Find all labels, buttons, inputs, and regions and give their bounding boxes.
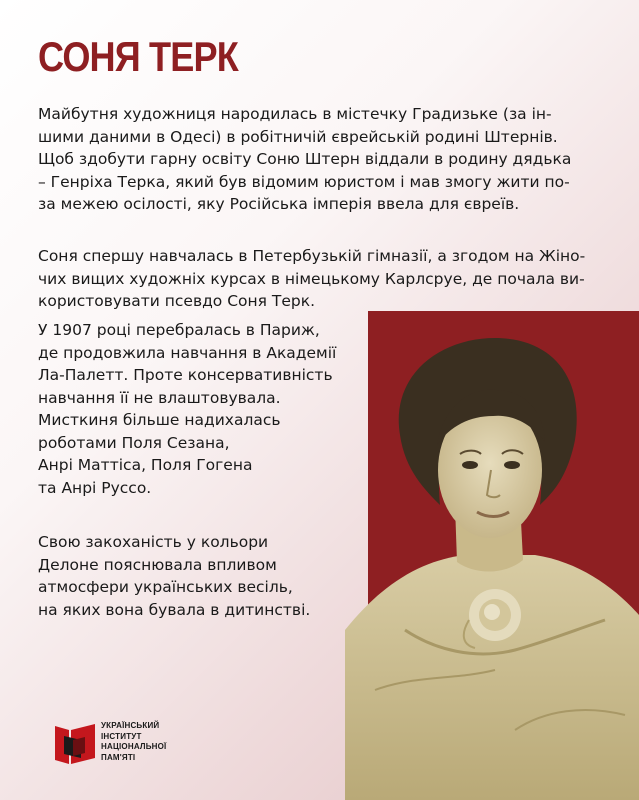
- portrait-photo: [345, 330, 639, 800]
- institute-name: УКРАЇНСЬКИЙ ІНСТИТУТ НАЦІОНАЛЬНОЇ ПАМ'ЯТІ: [101, 721, 167, 762]
- paragraph-biography-birth: Майбутня художниця народилась в містечку Градизьке (за ін- шими даними в Одесі) в робітничій єврейській родині Штернів. Щоб здобути гарну освіту Соню Штерн віддали в родину дядька – Генріха Терка, який був відомим юристом і мав змогу жити по- за межею осілості, яку Російська імперія ввела для євреїв.: [38, 105, 572, 213]
- paragraph-biography-paris: У 1907 році перебралась в Париж, де продовжила навчання в Академії Ла-Палетт. Проте консервативність навчання її не влаштовувала. Мисткиня більше надихалась роботами Поля Сезана, Анрі Маттіса, Поля Гогена та Анрі Руссо.: [38, 321, 337, 497]
- page-title: СОНЯ ТЕРК: [38, 33, 238, 80]
- paragraph-biography-education: Соня спершу навчалась в Петербузькій гімназії, а згодом на Жіно- чих вищих художніх курсах в німецькому Карлсруе, де почала ви- користовувати псевдо Соня Терк.: [38, 247, 586, 310]
- uinp-logo-icon: [55, 720, 95, 765]
- paragraph-biography-colors: Свою закоханість у кольори Делоне пояснювала впливом атмосфери українських весіль, на яких вона бувала в дитинстві.: [38, 533, 311, 619]
